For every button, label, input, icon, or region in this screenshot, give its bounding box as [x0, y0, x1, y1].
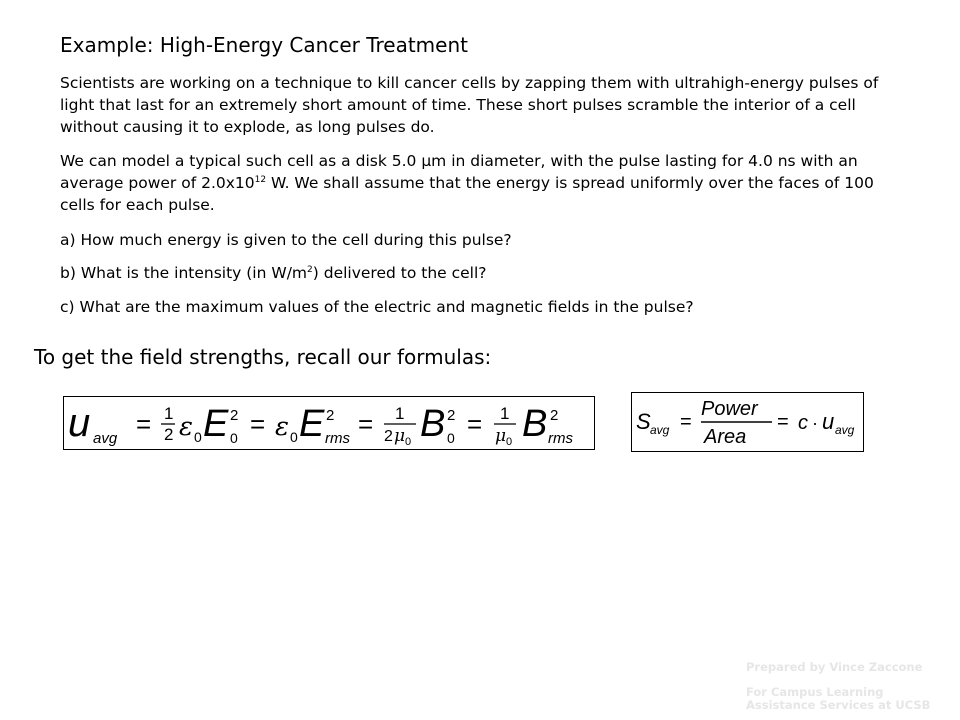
equals-2: = — [250, 409, 266, 439]
frac2-mu: μ — [394, 426, 406, 446]
epsilon-1-sub: 0 — [194, 429, 202, 445]
B-2-power: 2 — [550, 407, 559, 424]
u-avg-subscript: avg — [835, 423, 855, 437]
E-2-rms: rms — [325, 430, 350, 447]
frac3-mu: μ — [495, 426, 507, 446]
model-text-part2: W. We shall assume that the energy is spread uniformly over the faces of 100 cells for each pulse. — [60, 174, 874, 214]
E-1-sub: 0 — [230, 430, 238, 446]
avg-subscript: avg — [93, 430, 118, 447]
E-1-power: 2 — [230, 407, 239, 424]
c-symbol: c — [798, 412, 808, 434]
intensity-formula-graphic — [632, 393, 863, 451]
question-a: a) How much energy is given to the cell during this pulse? — [60, 231, 512, 249]
half-numerator: 1 — [164, 404, 174, 423]
credit-prepared-by: Prepared by Vince Zaccone — [746, 660, 923, 674]
equals-1: = — [136, 409, 152, 439]
epsilon-1: ε — [179, 412, 193, 442]
S-avg-subscript: avg — [650, 423, 670, 437]
equals-3: = — [358, 409, 374, 439]
B-1-power: 2 — [447, 407, 456, 424]
u-symbol-s: u — [822, 409, 835, 434]
equals-s2: = — [777, 411, 789, 433]
power-numerator: Power — [701, 398, 758, 420]
E-2-power: 2 — [326, 407, 335, 424]
credit-campus-learning: For Campus Learning — [746, 685, 884, 699]
B-2-rms: rms — [548, 430, 573, 447]
equals-4: = — [467, 409, 483, 439]
question-b-part2: ) delivered to the cell? — [312, 264, 487, 282]
frac3-mu-sub: 0 — [506, 436, 513, 448]
frac2-two: 2 — [384, 428, 393, 445]
frac2-mu-sub: 0 — [405, 436, 412, 448]
E-1: E — [203, 403, 229, 445]
question-c: c) What are the maximum values of the electric and magnetic fields in the pulse? — [60, 298, 694, 316]
energy-density-formula-graphic — [64, 397, 594, 449]
power-exponent: 12 — [254, 175, 267, 185]
slide-title: Example: High-Energy Cancer Treatment — [60, 33, 468, 57]
question-b-part1: b) What is the intensity (in W/m — [60, 264, 308, 282]
epsilon-2: ε — [275, 412, 289, 442]
frac2-numerator: 1 — [395, 404, 405, 423]
B-2: B — [522, 403, 548, 445]
area-denominator: Area — [704, 426, 747, 448]
model-paragraph — [60, 150, 910, 216]
question-b-exponent: 2 — [307, 265, 313, 275]
B-1: B — [420, 403, 446, 445]
credit-ucsb: Assistance Services at UCSB — [746, 698, 931, 712]
frac3-numerator: 1 — [500, 404, 510, 423]
epsilon-2-sub: 0 — [290, 429, 298, 445]
half-denominator: 2 — [164, 425, 174, 444]
S-symbol: S — [636, 409, 651, 434]
B-1-sub: 0 — [447, 430, 455, 446]
question-b — [60, 262, 487, 284]
energy-density-formula — [63, 396, 595, 450]
model-text-part1: We can model a typical such cell as a disk 5.0 μm in diameter, with the pulse lasting for 4.0 ns with an average power of 2.0x10 — [60, 152, 858, 192]
intensity-formula — [631, 392, 864, 452]
u-symbol: u — [68, 401, 91, 445]
intro-paragraph: Scientists are working on a technique to kill cancer cells by zapping them with ultrahigh-energy pulses of light that last for an extremely short amount of time. These short pulses scramble the interior of a cell without causing it to explode, as long pulses do. — [60, 74, 879, 136]
recall-heading: To get the field strengths, recall our formulas: — [34, 345, 492, 369]
dot-operator: · — [812, 413, 818, 433]
E-2: E — [299, 403, 325, 445]
equals-s1: = — [680, 411, 692, 433]
